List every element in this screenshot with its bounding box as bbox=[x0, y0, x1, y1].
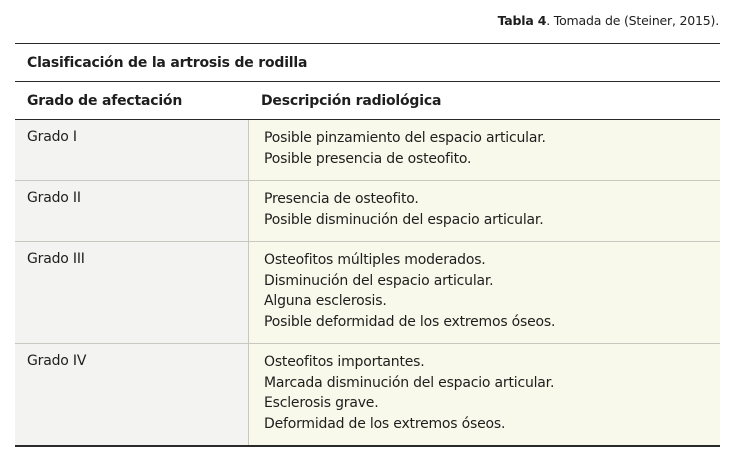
grade-cell: Grado IV bbox=[15, 344, 249, 445]
description-line: Osteofitos múltiples moderados. bbox=[264, 252, 486, 268]
table-caption bbox=[498, 13, 719, 28]
description-cell bbox=[249, 181, 720, 241]
table-row bbox=[15, 344, 720, 445]
grade-cell: Grado II bbox=[15, 181, 249, 241]
description-cell bbox=[249, 344, 720, 445]
description-line: Deformidad de los extremos óseos. bbox=[264, 415, 506, 432]
description-cell bbox=[249, 120, 720, 180]
description-line: Posible pinzamiento del espacio articular. bbox=[264, 130, 546, 146]
description-line: Esclerosis grave. bbox=[264, 395, 379, 411]
description-line: Posible disminución del espacio articular. bbox=[264, 211, 544, 228]
table-header-row bbox=[15, 82, 720, 120]
description-cell bbox=[249, 242, 720, 343]
grade-cell: Grado III bbox=[15, 242, 249, 343]
description-line: Marcada disminución del espacio articular. bbox=[264, 374, 555, 391]
table-title: Clasificación de la artrosis de rodilla bbox=[15, 44, 720, 82]
table-row bbox=[15, 120, 720, 181]
header-description: Descripción radiológica bbox=[261, 92, 442, 109]
description-line: Disminución del espacio articular. bbox=[264, 272, 494, 289]
table-row bbox=[15, 181, 720, 242]
description-line: Posible deformidad de los extremos óseos. bbox=[264, 313, 556, 330]
description-line: Posible presencia de osteofito. bbox=[264, 150, 472, 167]
description-line: Presencia de osteofito. bbox=[264, 191, 419, 207]
description-line: Osteofitos importantes. bbox=[264, 354, 425, 370]
header-grade: Grado de afectación bbox=[27, 92, 183, 109]
caption-text: . Tomada de (Steiner, 2015). bbox=[546, 13, 719, 28]
grade-cell: Grado I bbox=[15, 120, 249, 180]
caption-label: Tabla 4 bbox=[497, 13, 547, 28]
description-line: Alguna esclerosis. bbox=[264, 293, 387, 309]
classification-table bbox=[15, 43, 720, 447]
table-row bbox=[15, 242, 720, 344]
